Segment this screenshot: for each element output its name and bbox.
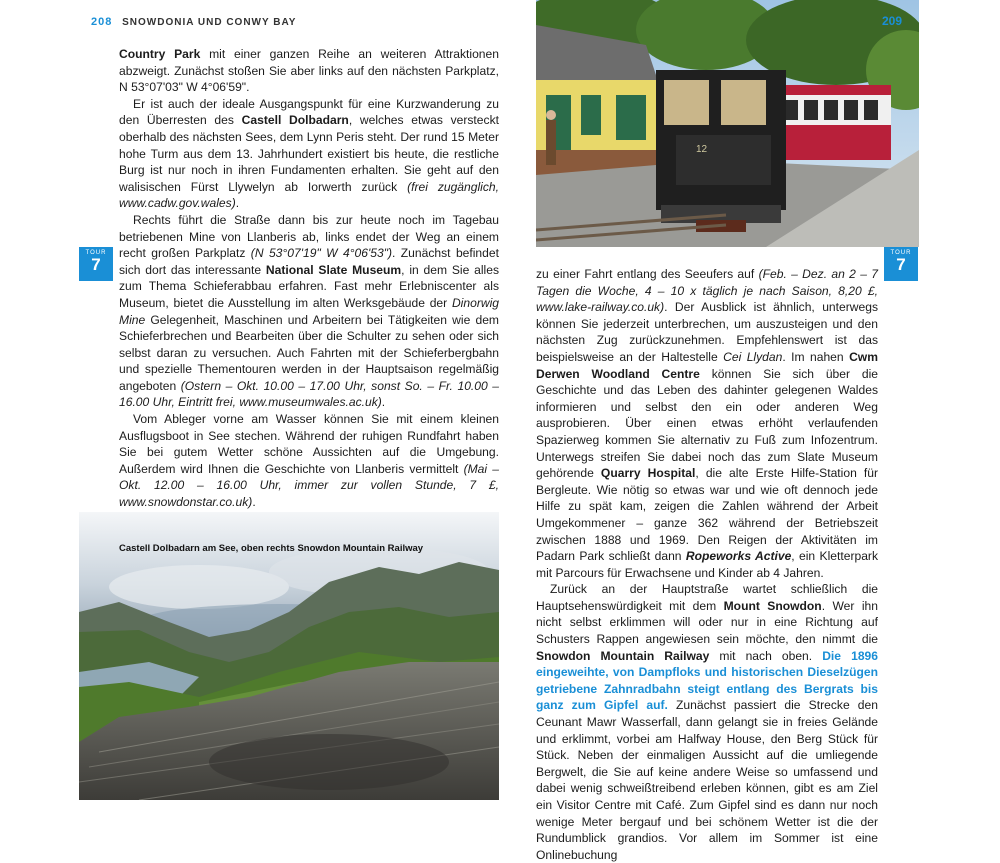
text-run: Gelegenheit, Maschinen und Arbeitern bei Tätigkeiten wie dem Schieferbrechen und Bearbeiten über die Schulter zu sehen oder sich selbst daran zu versuchen. Auch Fahrten mit der Schieferbergbahn und spezielle Thementouren werden in der Hauptsaison regelmäßig angeboten [119,312,499,393]
bold-term: Mount Snowdon [723,598,822,613]
castle-photo [79,512,499,800]
left-page-number: 208 [91,16,113,28]
tour-number: 7 [91,255,101,274]
bold-italic-term: Ropeworks Active [685,549,792,564]
text-run: . Im nahen [782,349,850,364]
bold-term: Castell Dolbadarn [241,113,349,128]
italic-run: Cei Llydan [723,349,783,364]
text-run: . [381,395,386,410]
text-run: Er ist auch der ideale Ausgangspunkt für eine Kurzwanderung zu den Überresten des [119,96,499,128]
text-run: . [252,495,256,510]
text-run: , die alte Erste Hilfe-Station für Bergleute. Wie nötig so etwas war und wie oft dennoch jede Hilfe zu spät kam, zeigen die Zahlen während der Arbeit Umgekommener – ganze 362 während der Betriebszeit zwischen 1888 und 1969. Den Reigen der Aktivitäten im Padarn Park schließt dann [536,466,878,564]
highlight-run: Die 1896 eingeweihte, von Dampfloks und historischen Dieselzügen getriebene Zahnradbahn steigt entlang des Bergrats bis ganz zum Gipfel auf. [536,648,878,713]
italic-run: Dinorwig Mine [119,295,499,327]
text-run: können Sie sich über die Geschichte und das Leben des dahinter gelegenen Waldes informieren und selbst den ein oder anderen Weg ausprobieren. Über einen etwas erhöht verlaufenden Spazierweg kommen Sie alternativ zu Fuß zum Infozentrum. Unterwegs streifen Sie dabei noch das zum Slate Museum gehörende [536,366,879,481]
paragraph [119,411,499,511]
bold-term: Cwm Derwen Woodland Centre [536,349,878,381]
paragraph [119,212,499,411]
italic-run: (Mai – Okt. 12.00 – 16.00 Uhr, immer zur vollen Stunde, 7 £, www.snowdonstar.co.uk) [119,461,499,510]
right-page [536,0,920,862]
text-run: , in dem Sie alles zum Thema Schieferabbau erfahren. Fast mehr Erlebniscenter als Museum, bietet die Ausstellung im alten Werksgebäude der [119,262,500,310]
tour-number: 7 [896,255,906,274]
text-run: Zunächst passiert die Strecke den Ceunant Mawr Wasserfall, dann gelangt sie in freies Gelände und erklimmt, vorbei am Halfway House, den Berg Stück für Stück. Neben der einmaligen Aussicht auf die umliegende Bergwelt, die Sie auf keine andere Weise so umfassend und dabei wenig schweißtreibend erleben können, gibt es am Ziel ein Visitor Centre mit Café. Zum Gipfel sind es dann nur noch wenige Meter bergauf und bei schönem Wetter ist die der Rundumblick grandios. Vor allem im Sommer ist eine Onlinebuchung [536,698,878,862]
text-run: Rechts führt die Straße dann bis zur heute noch im Tagebau betriebenen Mine von Llanberis ab, links endet der Weg an einem recht großen Parkplatz [119,212,499,261]
italic-run: (Ostern – Okt. 10.00 – 17.00 Uhr, sonst So. – Fr. 10.00 – 16.00 Uhr, Eintritt frei, www.museumwales.ac.uk) [119,378,499,410]
italic-run: (frei zugänglich, www.cadw.gov.wales) [119,179,499,211]
bold-term: Country Park [119,47,201,61]
right-body-text [536,266,878,863]
paragraph [119,46,499,96]
paragraph [119,96,499,212]
tour-tab-left [79,247,113,281]
bold-term: National Slate Museum [265,262,402,277]
text-run: mit nach oben. [709,648,823,663]
text-run: , welches etwas versteckt oberhalb des nächsten Sees, dem Lynn Peris steht. Der rund 15 Meter hohe Turm aus dem 13. Jahrhundert existiert bis heute, die restliche Burg ist nur noch in ihren Fundamenten erhalten. Sie geht auf den walisischen Fürst Llywelyn ab Iorwerth zurück [119,113,499,194]
right-page-number: 209 [882,14,903,28]
tour-label: TOUR [890,250,912,256]
italic-run: (N 53°07'19" W 4°06'53") [250,246,393,261]
photo-caption: Castell Dolbadarn am See, oben rechts Snowdon Mountain Railway [119,543,424,554]
text-run: mit einer ganzen Reihe an weiteren Attraktionen abzweigt. Zunächst stoßen Sie aber links auf den nächsten Parkplatz, N 53°07'03" W 4°06'59". [119,47,499,95]
engine-number: 12 [696,144,708,155]
text-run: . Der Ausblick ist ähnlich, unterwegs können Sie jederzeit unterbrechen, um auszusteigen und den nächsten Zug zurückzunehmen. Empfehlenswert ist das beispielsweise an der Haltestelle [536,300,878,364]
tour-label: TOUR [85,250,107,256]
text-run: , ein Kletterpark mit Parcours für Erwachsene und Kinder ab 4 Jahren. [536,549,878,580]
paragraph [536,581,878,863]
text-run: Vom Ableger vorne am Wasser können Sie mit einem kleinen Ausflugsboot in See stechen. Während der ruhigen Rundfahrt haben Sie bei gutem Wetter schöne Aussichten auf die Umgebung. Außerdem wird Ihnen die Geschichte von Llanberis vermittelt [119,412,499,476]
castle-landscape-image [79,512,499,800]
text-run: zu einer Fahrt entlang des Seeufers auf [536,267,759,281]
left-body-text [119,46,499,544]
text-run: Zurück an der Hauptstraße wartet schließlich die Hauptsehenswürdigkeit mit dem [536,582,878,613]
left-page-header [91,16,296,28]
bold-term: Quarry Hospital [600,466,696,481]
italic-run: (Feb. – Dez. an 2 – 7 Tagen die Woche, 4 – 10 x täglich je nach Saison, 8,20 £, www.lake-railway.co.uk) [536,267,878,315]
running-title: SNOWDONIA UND CONWY BAY [122,17,297,28]
text-run: . [235,196,240,211]
text-run: . Wer ihn nicht selbst erklimmen will oder nur in eine Richtung auf Schusters Rappen angewiesen sein möchte, den nimmt die [536,598,878,647]
text-run: . Zunächst befindet sich dort das interessante [119,246,499,277]
bold-term: Snowdon Mountain Railway [536,648,710,663]
paragraph [536,266,878,581]
